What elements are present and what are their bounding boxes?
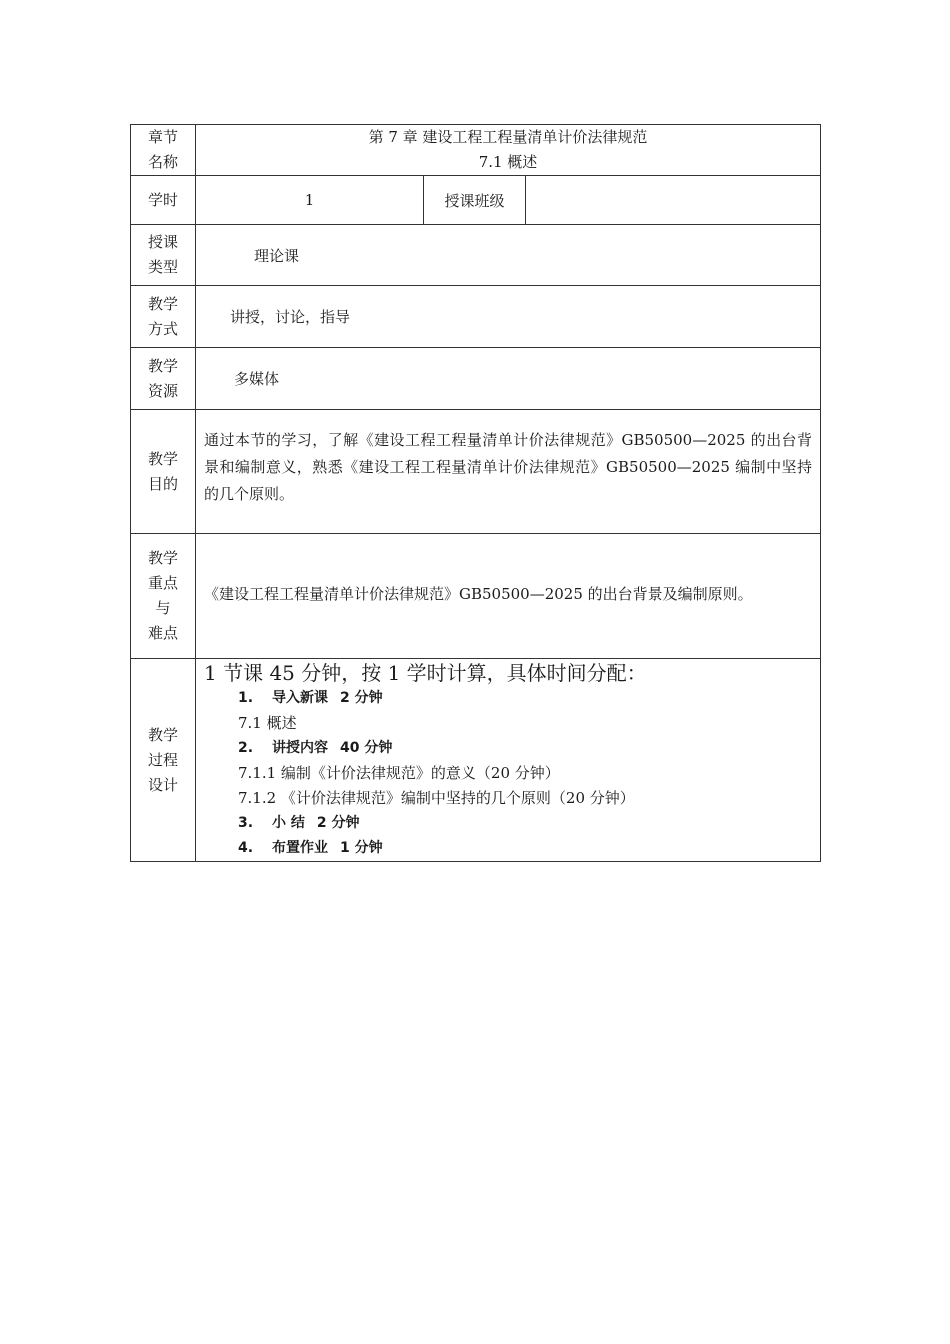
hours-row [131,176,821,225]
process-subitem: 7.1 概述 [238,714,297,732]
key-points-label: 教学 重点 与 难点 [131,534,196,659]
goals-label: 教学 目的 [131,410,196,534]
process-label: 教学 过程 设计 [131,659,196,862]
chapter-row [131,125,821,176]
method-value: 讲授，讨论，指导 [196,286,821,348]
chapter-name-value [196,125,821,176]
key-points-row [131,534,821,659]
process-step-time: 1 分钟 [340,840,383,856]
lesson-plan-table [130,124,821,862]
process-step [196,811,820,836]
process-value [196,659,821,862]
goals-text: 通过本节的学习，了解《建设工程工程量清单计价法律规范》GB50500—2025 的出台背景和编制意义，熟悉《建设工程工程量清单计价法律规范》GB50500—2025 编制中坚持的几个原则。 [204,431,813,503]
hours-label: 学时 [131,176,196,225]
process-row [131,659,821,862]
process-step [196,686,820,711]
process-step-number: 2. [238,740,254,756]
resources-row [131,348,821,410]
method-row [131,286,821,348]
process-step-title: 导入新课 [272,690,328,706]
goals-row [131,410,821,534]
process-step-title: 布置作业 [272,840,328,856]
resources-label: 教学 资源 [131,348,196,410]
course-type-value: 理论课 [196,225,821,286]
method-label: 教学 方式 [131,286,196,348]
process-list [196,686,820,861]
process-step-number: 1. [238,690,254,706]
section-title: 7.1 概述 [478,153,538,171]
process-step [196,736,820,761]
process-step-number: 3. [238,815,254,831]
key-points-text: 《建设工程工程量清单计价法律规范》GB50500—2025 的出台背景及编制原则。 [204,584,753,603]
course-type-row [131,225,821,286]
process-subitem: 7.1.2 《计价法律规范》编制中坚持的几个原则（20 分钟） [238,789,635,807]
process-step-title: 小 结 [272,815,305,831]
process-step-number: 4. [238,840,254,856]
hours-value: 1 [196,176,424,225]
process-step-time: 40 分钟 [340,740,393,756]
resources-value: 多媒体 [196,348,821,410]
process-subitem: 7.1.1 编制《计价法律规范》的意义（20 分钟） [238,764,560,782]
process-step-time: 2 分钟 [340,690,383,706]
chapter-name-label: 章节 名称 [131,125,196,176]
process-step [196,836,820,861]
process-intro: 1 节课 45 分钟，按 1 学时计算，具体时间分配： [204,661,647,685]
goals-value [196,410,821,534]
process-step-time: 2 分钟 [316,815,360,831]
class-value [526,176,821,225]
class-label: 授课班级 [424,176,526,225]
key-points-value [196,534,821,659]
chapter-title: 第 7 章 建设工程工程量清单计价法律规范 [368,128,648,146]
process-step-title: 讲授内容 [272,740,328,756]
course-type-label: 授课 类型 [131,225,196,286]
